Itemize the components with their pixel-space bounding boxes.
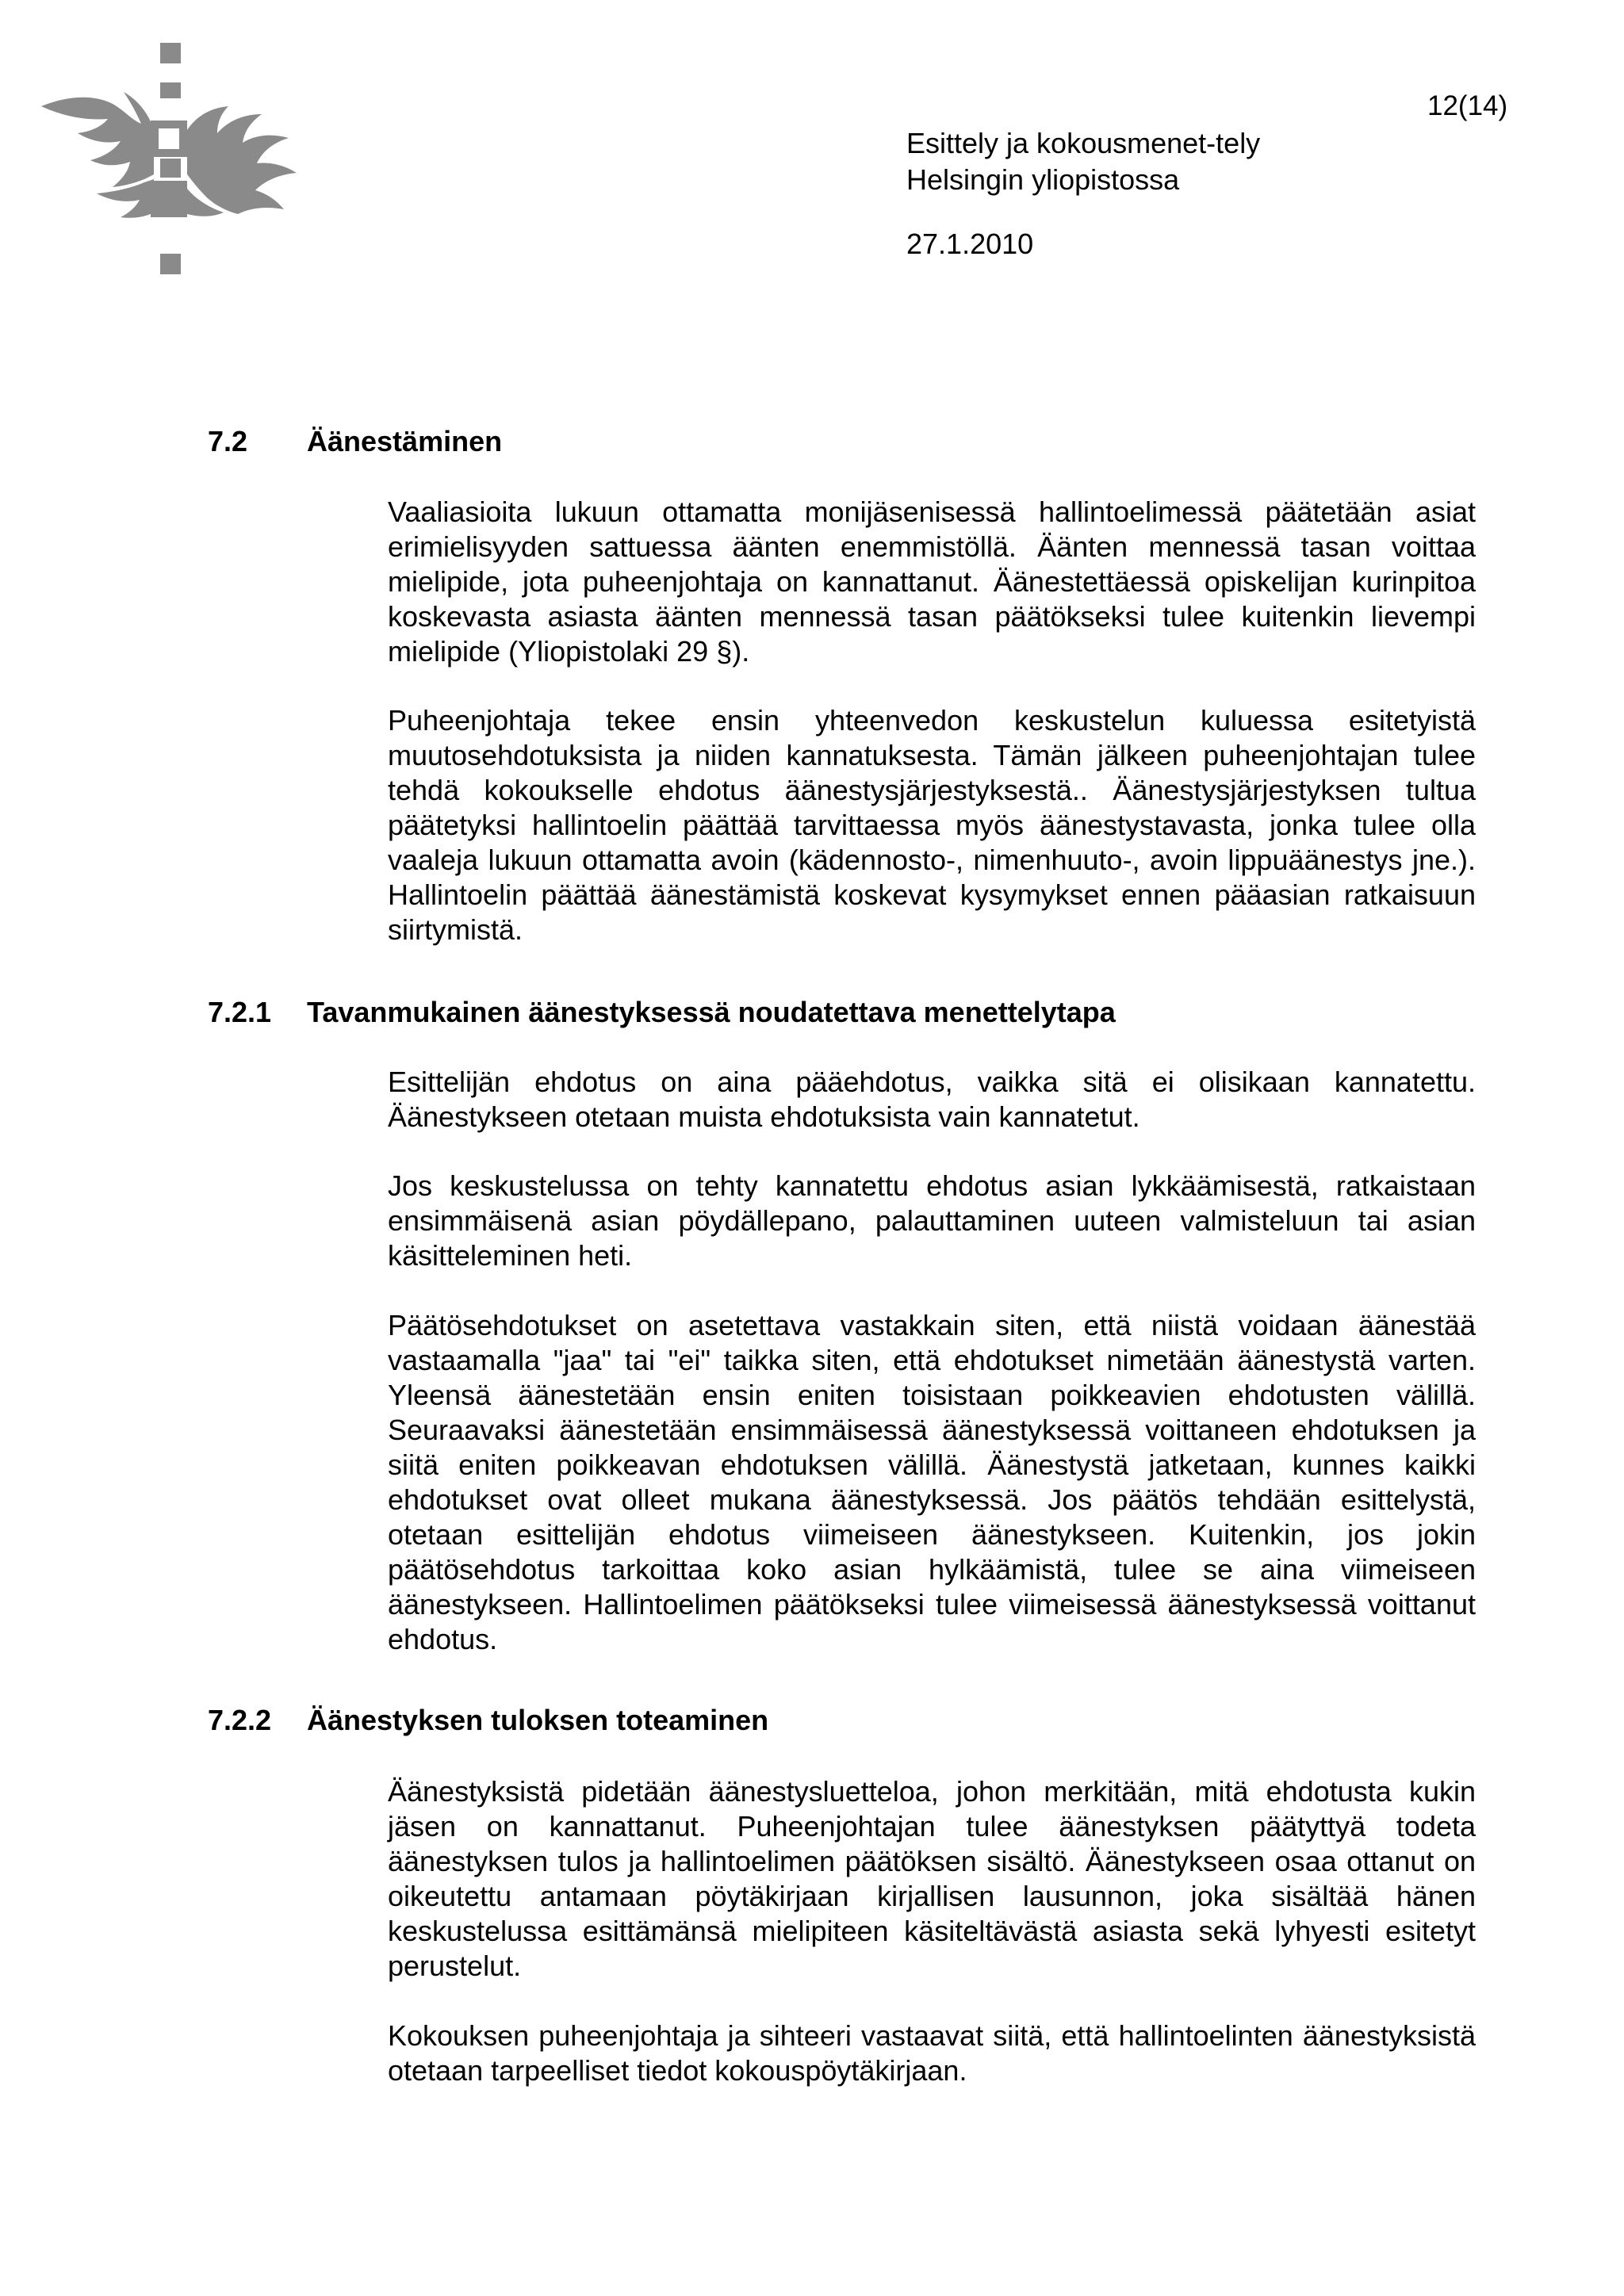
document-title: Esittely ja kokousmenet-tely Helsingin yliopistossa [906, 127, 1261, 196]
paragraph: Äänestyksistä pidetään äänestysluetteloa, johon merkitään, mitä ehdotusta kukin jäsen on kannattanut. Puheenjohtajan tulee äänestyksen päätyttyä todeta äänestyksen tulos ja hallintoelimen päätöksen sisältö. Äänestykseen osaa ottanut on oikeutettu antamaan pöytäkirjaan kirjallisen lausunnon, joka sisältää hänen keskustelussa esittämänsä mielipiteen käsiteltävästä asiasta sekä lyhyesti esitetyt perustelut. [388, 1775, 1476, 1982]
document-date: 27.1.2010 [906, 228, 1034, 260]
section-number: 7.2.1 [208, 996, 272, 1028]
page-number: 12(14) [1427, 90, 1508, 121]
section-title: Tavanmukainen äänestyksessä noudatettava menettelytapa [307, 996, 1116, 1028]
section-heading-7-2 [208, 425, 502, 458]
section-heading-7-2-2 [208, 1704, 768, 1737]
paragraph: Esittelijän ehdotus on aina pääehdotus, vaikka sitä ei olisikaan kannatettu. Äänestykseen otetaan muista ehdotuksista vain kannatetut. [388, 1066, 1476, 1133]
paragraph: Kokouksen puheenjohtaja ja sihteeri vastaavat siitä, että hallintoelinten äänestyksistä otetaan tarpeelliset tiedot kokouspöytäkirjaan. [388, 2019, 1476, 2087]
section-heading-7-2-1 [208, 996, 1116, 1029]
paragraph: Jos keskustelussa on tehty kannatettu ehdotus asian lykkäämisestä, ratkaistaan ensimmäisenä asian pöydällepano, palauttaminen uuteen valmisteluun tai asian käsitteleminen heti. [388, 1169, 1476, 1272]
paragraph: Vaaliasioita lukuun ottamatta monijäsenisessä hallintoelimessä päätetään asiat erimielisyyden sattuessa äänten enemmistöllä. Äänten mennessä tasan voittaa mielipide, jota puheenjohtaja on kannattanut. Äänestettäessä opiskelijan kurinpitoa koskevasta asiasta äänten mennessä tasan päätökseksi tulee kuitenkin lievempi mielipide (Yliopistolaki 29 §). [388, 496, 1476, 668]
section-number: 7.2.2 [208, 1704, 272, 1736]
section-title: Äänestäminen [307, 425, 503, 457]
section-title: Äänestyksen tuloksen toteaminen [307, 1704, 769, 1736]
paragraph: Päätösehdotukset on asetettava vastakkain siten, että niistä voidaan äänestää vastaamalla "jaa" tai "ei" taikka siten, että ehdotukset nimetään äänestystä varten. Yleensä äänestetään ensin eniten toisistaan poikkeavien ehdotusten välillä. Seuraavaksi äänestetään ensimmäisessä äänestyksessä voittaneen ehdotuksen ja siitä eniten poikkeavan ehdotuksen välillä. Äänestystä jatketaan, kunnes kaikki ehdotukset ovat olleet mukana äänestyksessä. Jos päätös tehdään esittelystä, otetaan esittelijän ehdotus viimeiseen äänestykseen. Kuitenkin, jos jokin päätösehdotus tarkoittaa koko asian hylkäämistä, tulee se aina viimeiseen äänestykseen. Hallintoelimen päätökseksi tulee viimeisessä äänestyksessä voittanut ehdotus. [388, 1309, 1476, 1655]
section-number: 7.2 [208, 425, 248, 457]
university-flame-logo-icon [41, 41, 303, 287]
paragraph: Puheenjohtaja tekee ensin yhteenvedon keskustelun kuluessa esitetyistä muutosehdotuksista ja niiden kannatuksesta. Tämän jälkeen puheenjohtajan tulee tehdä kokoukselle ehdotus äänestysjärjestyksestä.. Äänestysjärjestyksen tultua päätetyksi hallintoelin päättää tarvittaessa myös äänestystavasta, jonka tulee olla vaaleja lukuun ottamatta avoin (kädennosto-, nimenhuuto-, avoin lippuäänestys jne.). Hallintoelin päättää äänestämistä koskevat kysymykset ennen pääasian ratkaisuun siirtymistä. [388, 704, 1476, 946]
